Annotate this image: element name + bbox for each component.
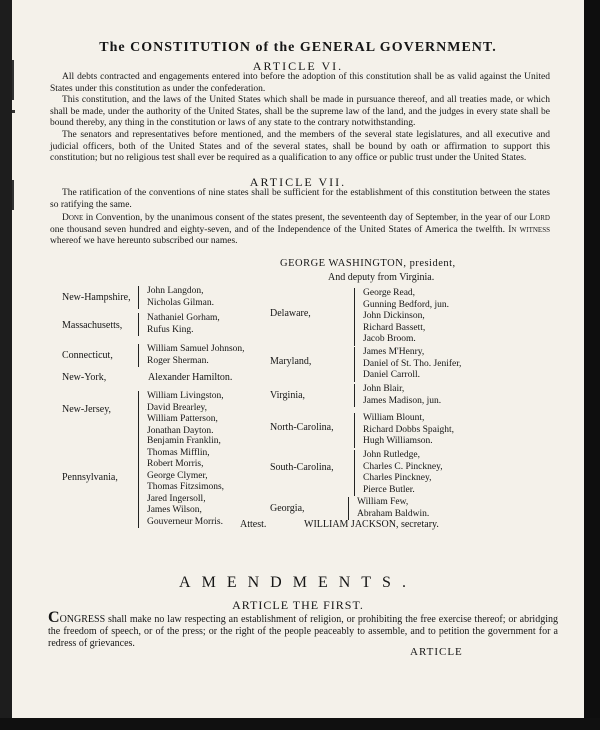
state-north-carolina: North-Carolina, — [270, 422, 334, 433]
article-vi-heading: ARTICLE VI. — [252, 59, 344, 73]
signer-name: Charles Pinckney, — [363, 473, 432, 483]
signer-name: Benjamin Franklin, — [147, 436, 221, 446]
signer-name: Pierce Butler. — [363, 484, 415, 495]
signer-name: Gunning Bedford, jun. — [363, 299, 450, 310]
signer-name: Thomas Mifflin, — [147, 447, 210, 458]
signers-new-york: Alexander Hamilton. — [148, 372, 233, 383]
state-massachusetts: Massachusetts, — [62, 320, 123, 331]
amendment-text: CONGRESS shall make no law respecting an establishment of religion, or prohibiting the free exercise thereof; or abridging the freedom of speech, or of the press; or the right of the people peaceably to assemble, and to petition the government for a redress of grievances. — [48, 609, 558, 649]
signers-new-jersey — [138, 391, 224, 437]
signer-name: James Wilson, — [147, 505, 202, 515]
signers-delaware — [354, 288, 449, 346]
state-maryland: Maryland, — [270, 356, 312, 367]
signer-name: William Samuel Johnson, — [147, 344, 245, 354]
state-new-york: New-York, — [62, 372, 107, 383]
amendment-article-heading: ARTICLE THE FIRST. — [232, 598, 364, 612]
signer-name: Roger Sherman. — [147, 355, 209, 366]
state-pennsylvania: Pennsylvania, — [62, 472, 118, 483]
amendments-title: AMENDMENTS. — [179, 574, 417, 591]
signer-name: George Clymer, — [147, 470, 208, 481]
state-delaware: Delaware, — [270, 308, 311, 319]
drop-cap: C — [48, 609, 60, 626]
signer-name: Richard Dobbs Spaight, — [363, 424, 455, 435]
article-vii-heading: ARTICLE VII. — [249, 175, 347, 189]
signer-name: William Livingston, — [147, 391, 224, 401]
secretary-signature: WILLIAM JACKSON, secretary. — [304, 519, 439, 530]
signers-north-carolina — [354, 413, 454, 448]
binding-mark — [12, 110, 15, 113]
signer-name: Daniel of St. Tho. Jenifer, — [363, 358, 462, 369]
signer-name: Jacob Broom. — [363, 334, 416, 344]
signer-name: William Patterson, — [147, 414, 218, 424]
signer-name: James Madison, jun. — [363, 395, 442, 406]
signers-maryland — [354, 347, 461, 382]
signer-name: Richard Bassett, — [363, 322, 426, 333]
state-new-hampshire: New-Hampshire, — [62, 292, 131, 303]
scan-bottom-edge — [0, 718, 600, 730]
catchword: ARTICLE — [410, 646, 463, 658]
signer-name: Nathaniel Gorham, — [147, 313, 220, 323]
signers-new-hampshire — [138, 286, 214, 309]
signer-name: Robert Morris, — [147, 459, 204, 469]
signers-georgia — [348, 497, 429, 520]
page-title: The CONSTITUTION of the GENERAL GOVERNMENT. — [99, 40, 497, 55]
state-south-carolina: South-Carolina, — [270, 462, 334, 473]
signer-name: William Blount, — [363, 413, 425, 423]
signer-name: John Dickinson, — [363, 311, 425, 321]
signer-name: Abraham Baldwin. — [357, 508, 430, 519]
signer-name: George Read, — [363, 288, 416, 298]
signers-pennsylvania — [138, 436, 224, 528]
article-vi-paragraph-2: This constitution, and the laws of the United States which shall be made in pursuance thereof, and all treaties made, or which shall be made, under the authority of the United States, shall be the supreme law of the land, and the judges in every state shall be bound thereby, any thing in the constitution or laws of any state to the contrary notwithstanding. — [50, 95, 550, 128]
signers-massachusetts — [138, 313, 220, 336]
signer-name: Nicholas Gilman. — [147, 297, 215, 308]
signer-name: Gouverneur Morris. — [147, 516, 223, 527]
signer-name: Jared Ingersoll, — [147, 493, 206, 504]
state-connecticut: Connecticut, — [62, 350, 113, 361]
signers-south-carolina — [354, 450, 443, 496]
article-vii-paragraph-1: The ratification of the conventions of nine states shall be sufficient for the establishment of this constitution between the states so ratifying the same. — [50, 188, 550, 210]
signer-name: Charles C. Pinckney, — [363, 461, 443, 472]
signer-name: Rufus King. — [147, 324, 194, 335]
scan-right-edge — [584, 0, 600, 730]
state-georgia: Georgia, — [270, 503, 305, 514]
article-vi-paragraph-1: All debts contracted and engagements entered into before the adoption of this constitution shall be as valid against the United States under this constitution as under the confederation. — [50, 72, 550, 94]
state-virginia: Virginia, — [270, 390, 306, 401]
attest-label: Attest. — [240, 519, 267, 530]
state-new-jersey: New-Jersey, — [62, 404, 112, 415]
signer-name: Jonathan Dayton. — [147, 425, 214, 436]
signer-name: John Rutledge, — [363, 450, 420, 460]
document-page — [12, 0, 584, 718]
signer-name: James M'Henry, — [363, 347, 425, 357]
signer-name: Thomas Fitzsimons, — [147, 482, 225, 492]
signer-name: David Brearley, — [147, 402, 208, 413]
signer-name: John Langdon, — [147, 286, 204, 296]
signer-name: Daniel Carroll. — [363, 370, 420, 380]
signers-virginia — [354, 384, 441, 407]
president-signature: GEORGE WASHINGTON, president, — [280, 258, 456, 269]
article-vii-paragraph-2: Done in Convention, by the unanimous consent of the states present, the seventeenth day of September, in the year of our Lord one thousand seven hundred and eighty-seven, and of the Independence of the United States of America the twelfth. In witness whereof we have hereunto subscribed our names. — [50, 213, 550, 246]
signer-name: William Few, — [357, 497, 409, 507]
signer-name: John Blair, — [363, 384, 405, 394]
deputy-line: And deputy from Virginia. — [328, 272, 435, 283]
signer-name: Hugh Williamson. — [363, 436, 433, 446]
signers-connecticut — [138, 344, 245, 367]
article-vi-paragraph-3: The senators and representatives before mentioned, and the members of the several state legislatures, and all executive and judicial officers, both of the United States and of the several states, shall be bound by oath or affirmation to support this constitution; but no religious test shall ever be required as a qualification to any office or public trust under the United States. — [50, 130, 550, 163]
